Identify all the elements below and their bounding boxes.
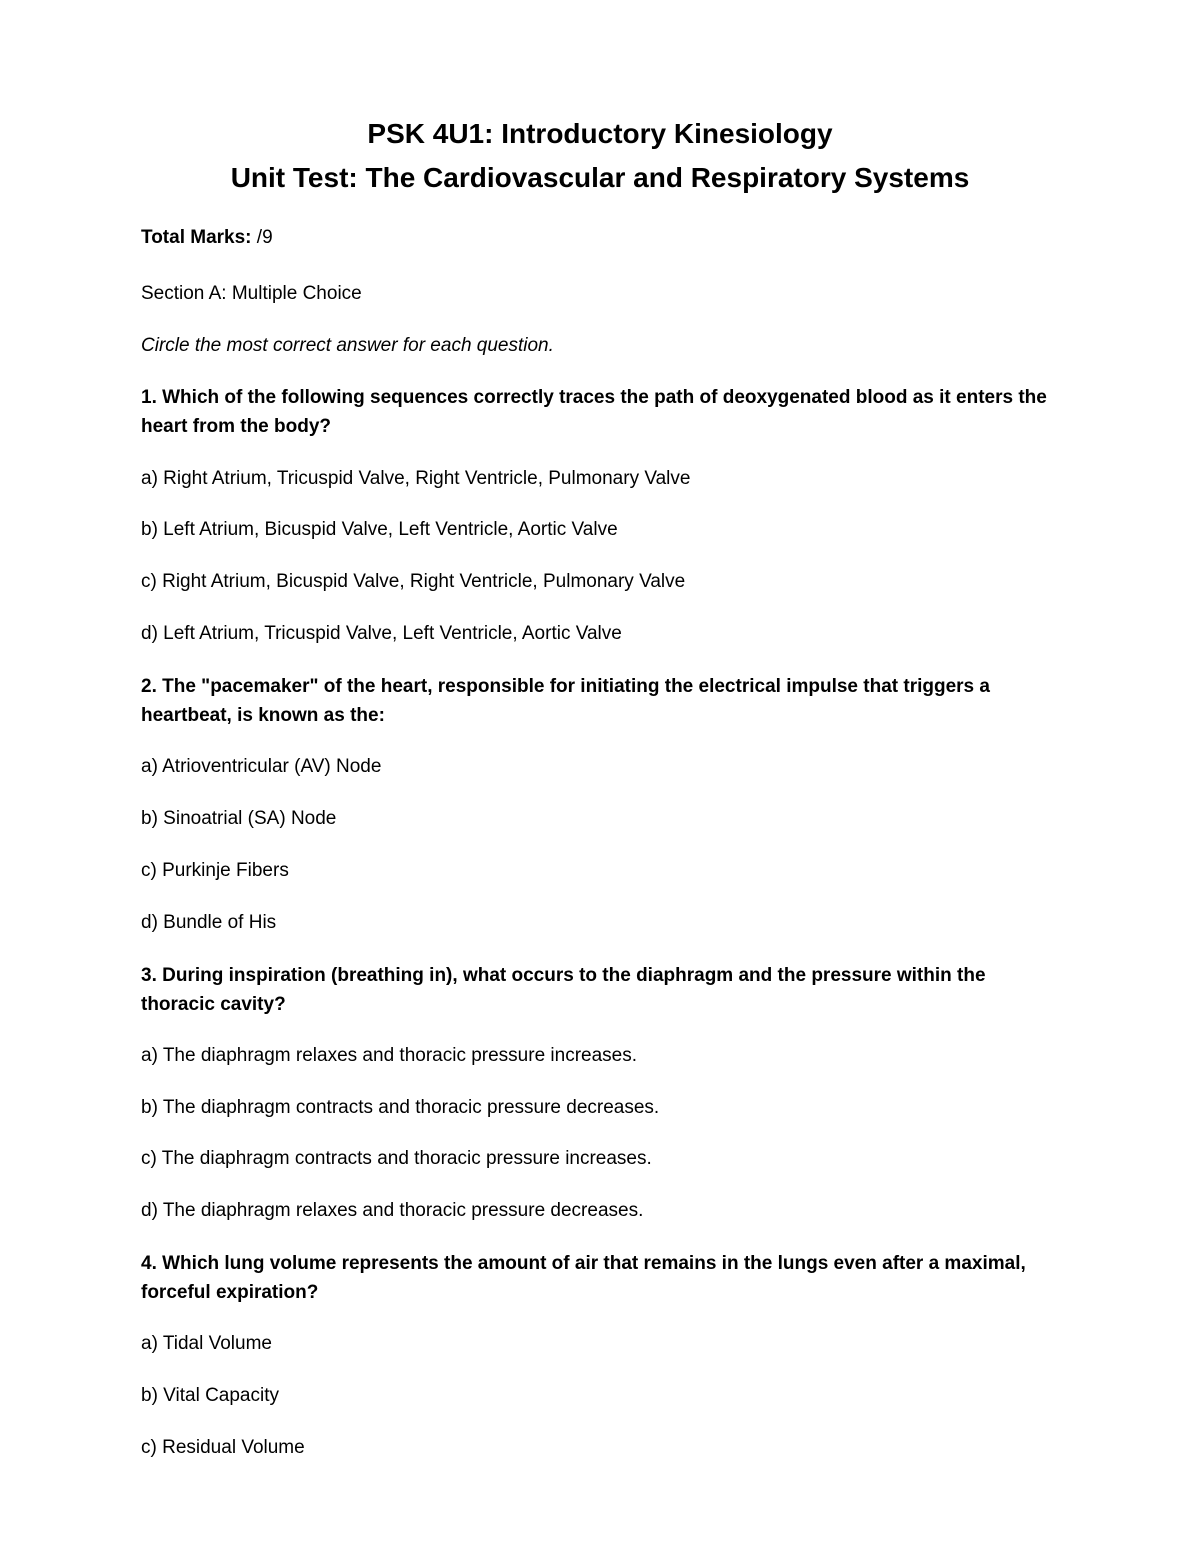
- q3-option-b: b) The diaphragm contracts and thoracic pressure decreases.: [141, 1097, 660, 1118]
- q2-option-c: c) Purkinje Fibers: [141, 860, 289, 881]
- q1-option-b: b) Left Atrium, Bicuspid Valve, Left Ventricle, Aortic Valve: [141, 519, 618, 540]
- q1-option-c: c) Right Atrium, Bicuspid Valve, Right Ventricle, Pulmonary Valve: [141, 571, 686, 592]
- document-subtitle: Unit Test: The Cardiovascular and Respiratory Systems: [230, 162, 970, 193]
- section-heading: Section A: Multiple Choice: [141, 283, 362, 304]
- q4-option-a: a) Tidal Volume: [141, 1333, 272, 1354]
- q3-option-a: a) The diaphragm relaxes and thoracic pressure increases.: [141, 1045, 638, 1066]
- instructions: Circle the most correct answer for each question.: [141, 335, 554, 356]
- q4-option-b: b) Vital Capacity: [141, 1385, 279, 1406]
- question-1: 1. Which of the following sequences correctly traces the path of deoxygenated blood as it enters the heart from the body?: [141, 387, 1047, 437]
- q3-option-c: c) The diaphragm contracts and thoracic pressure increases.: [141, 1148, 652, 1169]
- question-3: 3. During inspiration (breathing in), what occurs to the diaphragm and the pressure within the thoracic cavity?: [141, 965, 986, 1015]
- total-marks-value: /9: [251, 227, 273, 248]
- document-title: PSK 4U1: Introductory Kinesiology: [367, 118, 833, 149]
- question-2: 2. The "pacemaker" of the heart, responsible for initiating the electrical impulse that triggers a heartbeat, is known as the:: [141, 676, 990, 726]
- question-4: 4. Which lung volume represents the amount of air that remains in the lungs even after a maximal, forceful expiration?: [141, 1253, 1026, 1303]
- q1-option-a: a) Right Atrium, Tricuspid Valve, Right Ventricle, Pulmonary Valve: [141, 468, 691, 489]
- q2-option-a: a) Atrioventricular (AV) Node: [141, 756, 382, 777]
- q3-option-d: d) The diaphragm relaxes and thoracic pressure decreases.: [141, 1200, 644, 1221]
- q2-option-d: d) Bundle of His: [141, 912, 277, 933]
- q4-option-c: c) Residual Volume: [141, 1437, 305, 1458]
- q2-option-b: b) Sinoatrial (SA) Node: [141, 808, 337, 829]
- q1-option-d: d) Left Atrium, Tricuspid Valve, Left Ventricle, Aortic Valve: [141, 623, 622, 644]
- total-marks: [141, 225, 1061, 251]
- total-marks-label: Total Marks:: [141, 227, 252, 248]
